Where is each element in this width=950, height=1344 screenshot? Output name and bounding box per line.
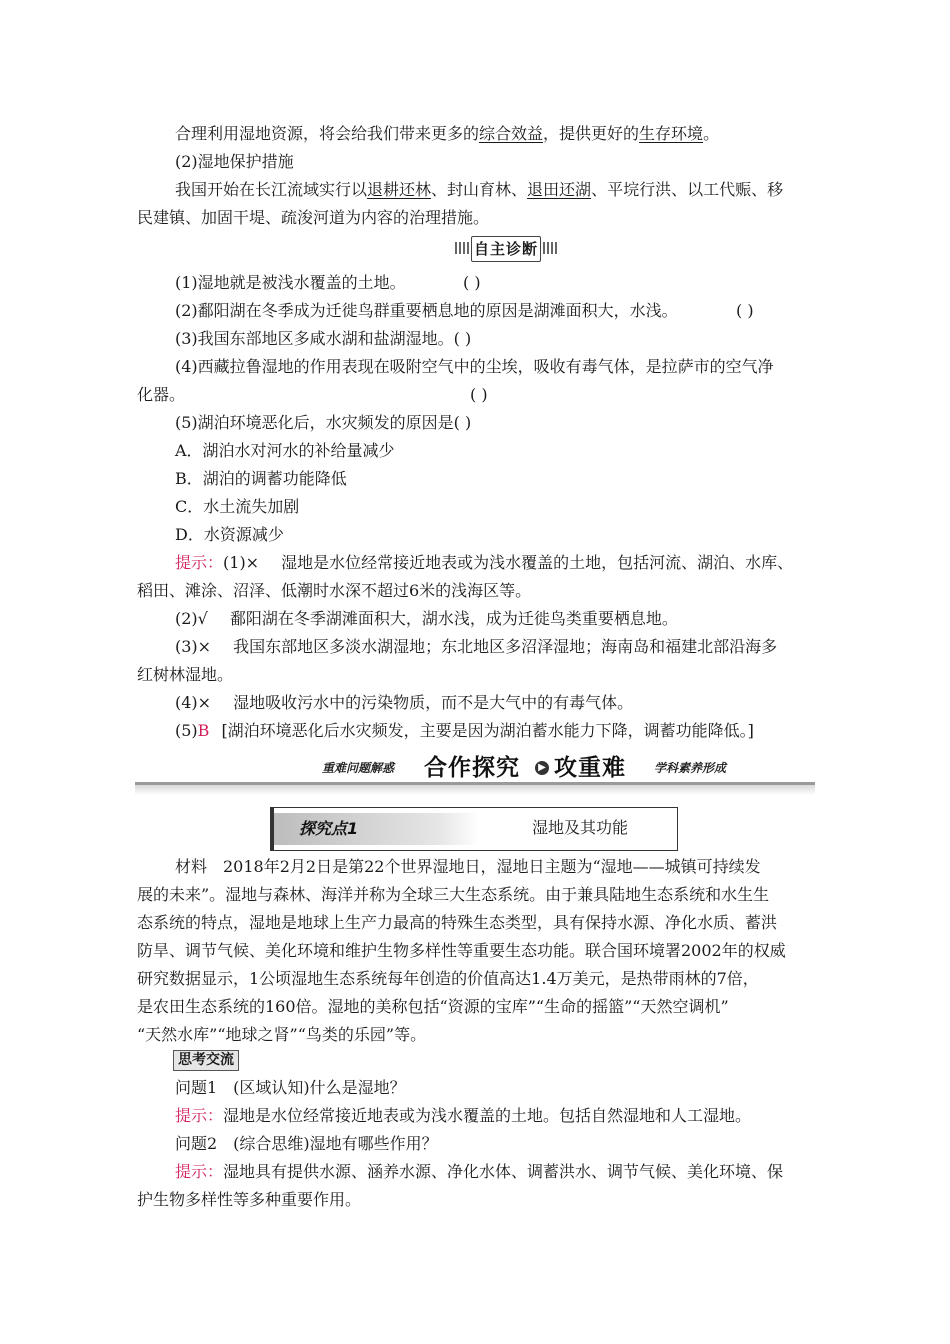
band-title-right: 攻重难 [554,755,626,781]
question-1-bracket: ( ) [463,273,481,292]
think-answer-1: 提示：湿地是水位经常接近地表或为浅水覆盖的土地。包括自然湿地和人工湿地。 [175,1106,752,1125]
answer-2: (2)√ 鄱阳湖在冬季湖滩面积大，湖水浅，成为迁徙鸟类重要栖息地。 [175,609,678,628]
explore-point-label: 探究点1 [299,819,359,838]
keyword-comprehensive-benefit: 综合效益 [479,124,544,143]
answer-4: (4)× 湿地吸收污水中的污染物质，而不是大气中的有毒气体。 [175,693,634,712]
question-3: (3)我国东部地区多咸水湖和盐湖湿地。( ) [175,329,472,348]
band-left-caption: 重难问题解惑 [322,761,395,775]
explore-point-title: 湿地及其功能 [532,818,629,837]
material-line-7: “天然水库”“地球之肾”“鸟类的乐园”等。 [137,1025,427,1044]
band-title-left: 合作探究 [424,755,520,781]
explore-point-box [270,807,678,851]
material-line-4: 防旱、调节气候、美化环境和维护生物多样性等重要生态功能。联合国环境署2002年的权威 [137,941,786,960]
question-2-bracket: ( ) [736,301,754,320]
option-c: C．水土流失加剧 [175,497,300,516]
question-2: (2)鄱阳湖在冬季成为迁徙鸟群重要栖息地的原因是湖滩面积大，水浅。 [175,301,678,320]
think-answer-2: 提示：湿地具有提供水源、涵养水源、净化水体、调蓄洪水、调节气候、美化环境、保 [175,1162,784,1181]
think-answer-2-cont: 护生物多样性等多种重要作用。 [137,1190,362,1209]
answer-1-cont: 稻田、滩涂、沼泽、低潮时水深不超过6米的浅海区等。 [137,581,532,600]
think-question-2: 问题2 (综合思维)湿地有哪些作用？ [175,1134,438,1153]
question-4: (4)西藏拉鲁湿地的作用表现在吸附空气中的尘埃，吸收有毒气体，是拉萨市的空气净 [175,357,774,376]
hint-label: 提示： [175,1106,224,1125]
answer-1: 提示：(1)× 湿地是水位经常接近地表或为浅水覆盖的土地，包括河流、湖泊、水库、 [175,553,794,572]
keyword-return-farmland-lake: 退田还湖 [527,180,592,199]
question-5: (5)湖泊环境恶化后，水灾频发的原因是( ) [175,413,472,432]
answer-3: (3)× 我国东部地区多淡水湖湿地；东北地区多沼泽湿地；海南岛和福建北部沿海多 [175,637,778,656]
material-line-3: 态系统的特点，湿地是地球上生产力最高的特殊生态类型，具有保持水源、净化水质、蓄洪 [137,913,778,932]
think-exchange-tag: 思考交流 [173,1050,239,1071]
keyword-return-farmland-forest: 退耕还林 [367,180,432,199]
banner-label: 自主诊断 [471,236,541,262]
answer-3-cont: 红树林湿地。 [137,665,234,684]
hint-label: 提示： [175,553,224,572]
answer-5: (5)B [湖泊环境恶化后水灾频发，主要是因为湖泊蓄水能力下降，调蓄功能降低。] [175,721,754,740]
think-question-1: 问题1 (区域认知)什么是湿地？ [175,1078,406,1097]
hint-label: 提示： [175,1162,224,1181]
question-1: (1)湿地就是被浅水覆盖的土地。 [175,273,406,292]
self-diagnosis-banner [455,236,557,262]
option-a: A．湖泊水对河水的补给量减少 [175,441,395,460]
explore-point-tab [274,813,480,845]
material-line-2: 展的未来”。湿地与森林、海洋并称为全球三大生态系统。由于兼具陆地生态系统和水生生 [137,885,770,904]
keyword-living-environment: 生存环境 [639,124,704,143]
intro-line-3: 我国开始在长江流域实行以退耕还林、封山育林、退田还湖、平垸行洪、以工代赈、移 [175,180,784,199]
answer-5-letter: B [197,721,210,740]
question-4-bracket: ( ) [470,385,488,404]
option-b: B．湖泊的调蓄功能降低 [175,469,347,488]
intro-line-4: 民建镇、加固干堤、疏浚河道为内容的治理措施。 [137,208,490,227]
band-arrow-icon: ▶ [535,761,549,775]
option-d: D．水资源减少 [175,525,284,544]
band-shadow [135,785,815,795]
intro-line-1: 合理利用湿地资源，将会给我们带来更多的综合效益，提供更好的生存环境。 [175,124,720,143]
question-4-cont: 化器。 [137,385,186,404]
material-line-5: 研究数据显示，1公顷湿地生态系统每年创造的价值高达1.4万美元，是热带雨林的7倍， [137,969,759,988]
material-line-6: 是农田生态系统的160倍。湿地的美称包括“资源的宝库”“生命的摇篮”“天然空调机” [137,997,729,1016]
band-right-caption: 学科素养形成 [654,761,727,775]
material-line-1: 材料 2018年2月2日是第22个世界湿地日，湿地日主题为“湿地——城镇可持续发 [175,857,761,876]
protection-measures-heading: (2)湿地保护措施 [175,152,294,171]
